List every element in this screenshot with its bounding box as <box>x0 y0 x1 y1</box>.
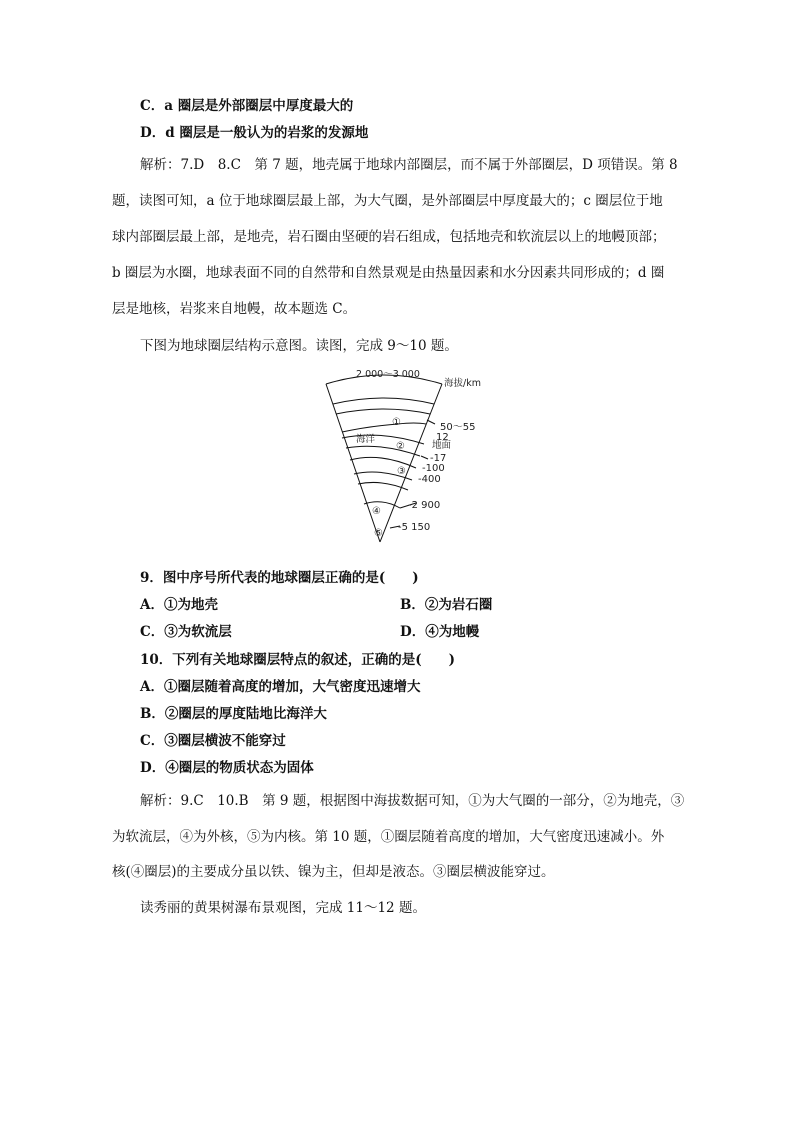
leader-1 <box>427 420 435 424</box>
q10-stem: 10．下列有关地球圈层特点的叙述，正确的是( ) <box>140 652 456 668</box>
layer-boundary-8 <box>364 502 400 508</box>
diagram-left-edge <box>326 384 380 542</box>
layer-boundary-4 <box>346 446 420 456</box>
tick-minus-5150: -5 150 <box>398 522 431 533</box>
q9-stem: 9．图中序号所代表的地球圈层正确的是( ) <box>140 570 419 586</box>
intro-9-10: 下图为地球圈层结构示意图。读图，完成 9～10 题。 <box>140 338 458 354</box>
tick-minus-2900: -2 900 <box>408 500 441 511</box>
analysis-9-10-line1: 解析：9.C 10.B 第 9 题，根据图中海拔数据可知，①为大气圈的一部分，②为地壳，③ <box>140 793 685 809</box>
layer-boundary-3 <box>342 435 424 444</box>
diagram-ground-label: 地面 <box>432 440 452 451</box>
layer-boundary-1 <box>333 398 434 404</box>
intro-11-12: 读秀丽的黄果树瀑布景观图，完成 11～12 题。 <box>140 900 426 916</box>
q9-option-a: A．①为地壳 <box>140 597 218 613</box>
diagram-unit-label: 海拔/km <box>444 378 481 389</box>
analysis-9-10-line2: 为软流层，④为外核，⑤为内核。第 10 题，①圈层随着高度的增加，大气密度迅速减小。外 <box>112 829 665 845</box>
layer-boundary-5 <box>350 457 416 468</box>
circle-label-2: ② <box>396 441 405 452</box>
analysis-7-8-line5: 层是地核，岩浆来自地幔，故本题选 C。 <box>112 301 357 317</box>
circle-label-3: ③ <box>397 466 406 477</box>
circle-label-5: ⑤ <box>374 528 383 539</box>
earth-sphere-diagram <box>320 364 520 550</box>
analysis-7-8-line1: 解析：7.D 8.C 第 7 题，地壳属于地球内部圈层，而不属于外部圈层，D 项错误。第 8 <box>140 157 678 173</box>
analysis-7-8-line4: b 圈层为水圈，地球表面不同的自然带和自然景观是由热量因素和水分因素共同形成的；d 圈 <box>112 265 665 281</box>
tick-50-55: 50～55 <box>440 422 476 433</box>
tick-12: 12 <box>436 432 449 443</box>
leader-2 <box>421 456 428 459</box>
tick-minus-17: -17 <box>430 453 447 464</box>
circle-label-1: ① <box>392 417 401 428</box>
q10-option-d: D．④圈层的物质状态为固体 <box>140 760 314 776</box>
q9-option-d: D．④为地幔 <box>400 624 480 640</box>
q8-option-c: C．a 圈层是外部圈层中厚度最大的 <box>140 98 354 114</box>
q9-option-c: C．③为软流层 <box>140 624 232 640</box>
circle-label-4: ④ <box>372 506 381 517</box>
tick-minus-100: -100 <box>422 463 445 474</box>
tick-minus-400: -400 <box>418 474 441 485</box>
layer-boundary-2 <box>336 409 430 414</box>
q10-option-c: C．③圈层横波不能穿过 <box>140 733 286 749</box>
q8-option-d: D．d 圈层是一般认为的岩浆的发源地 <box>140 125 369 141</box>
ocean-surface-line <box>342 423 426 432</box>
analysis-7-8-line2: 题，读图可知，a 位于地球圈层最上部，为大气圈，是外部圈层中厚度最大的；c 圈层位于地 <box>112 193 663 209</box>
diagram-ocean-label: 海洋 <box>356 434 376 445</box>
analysis-9-10-line3: 核(④圈层)的主要成分虽以铁、镍为主，但却是液态。③圈层横波能穿过。 <box>112 864 555 880</box>
analysis-7-8-line3: 球内部圈层最上部，是地壳，岩石圈由坚硬的岩石组成，包括地壳和软流层以上的地幔顶部； <box>112 229 666 245</box>
q10-option-b: B．②圈层的厚度陆地比海洋大 <box>140 706 327 722</box>
q9-option-b: B．②为岩石圈 <box>400 597 493 613</box>
q10-option-a: A．①圈层随着高度的增加，大气密度迅速增大 <box>140 679 421 695</box>
diagram-top-label: 2 000～3 000 <box>356 369 420 380</box>
